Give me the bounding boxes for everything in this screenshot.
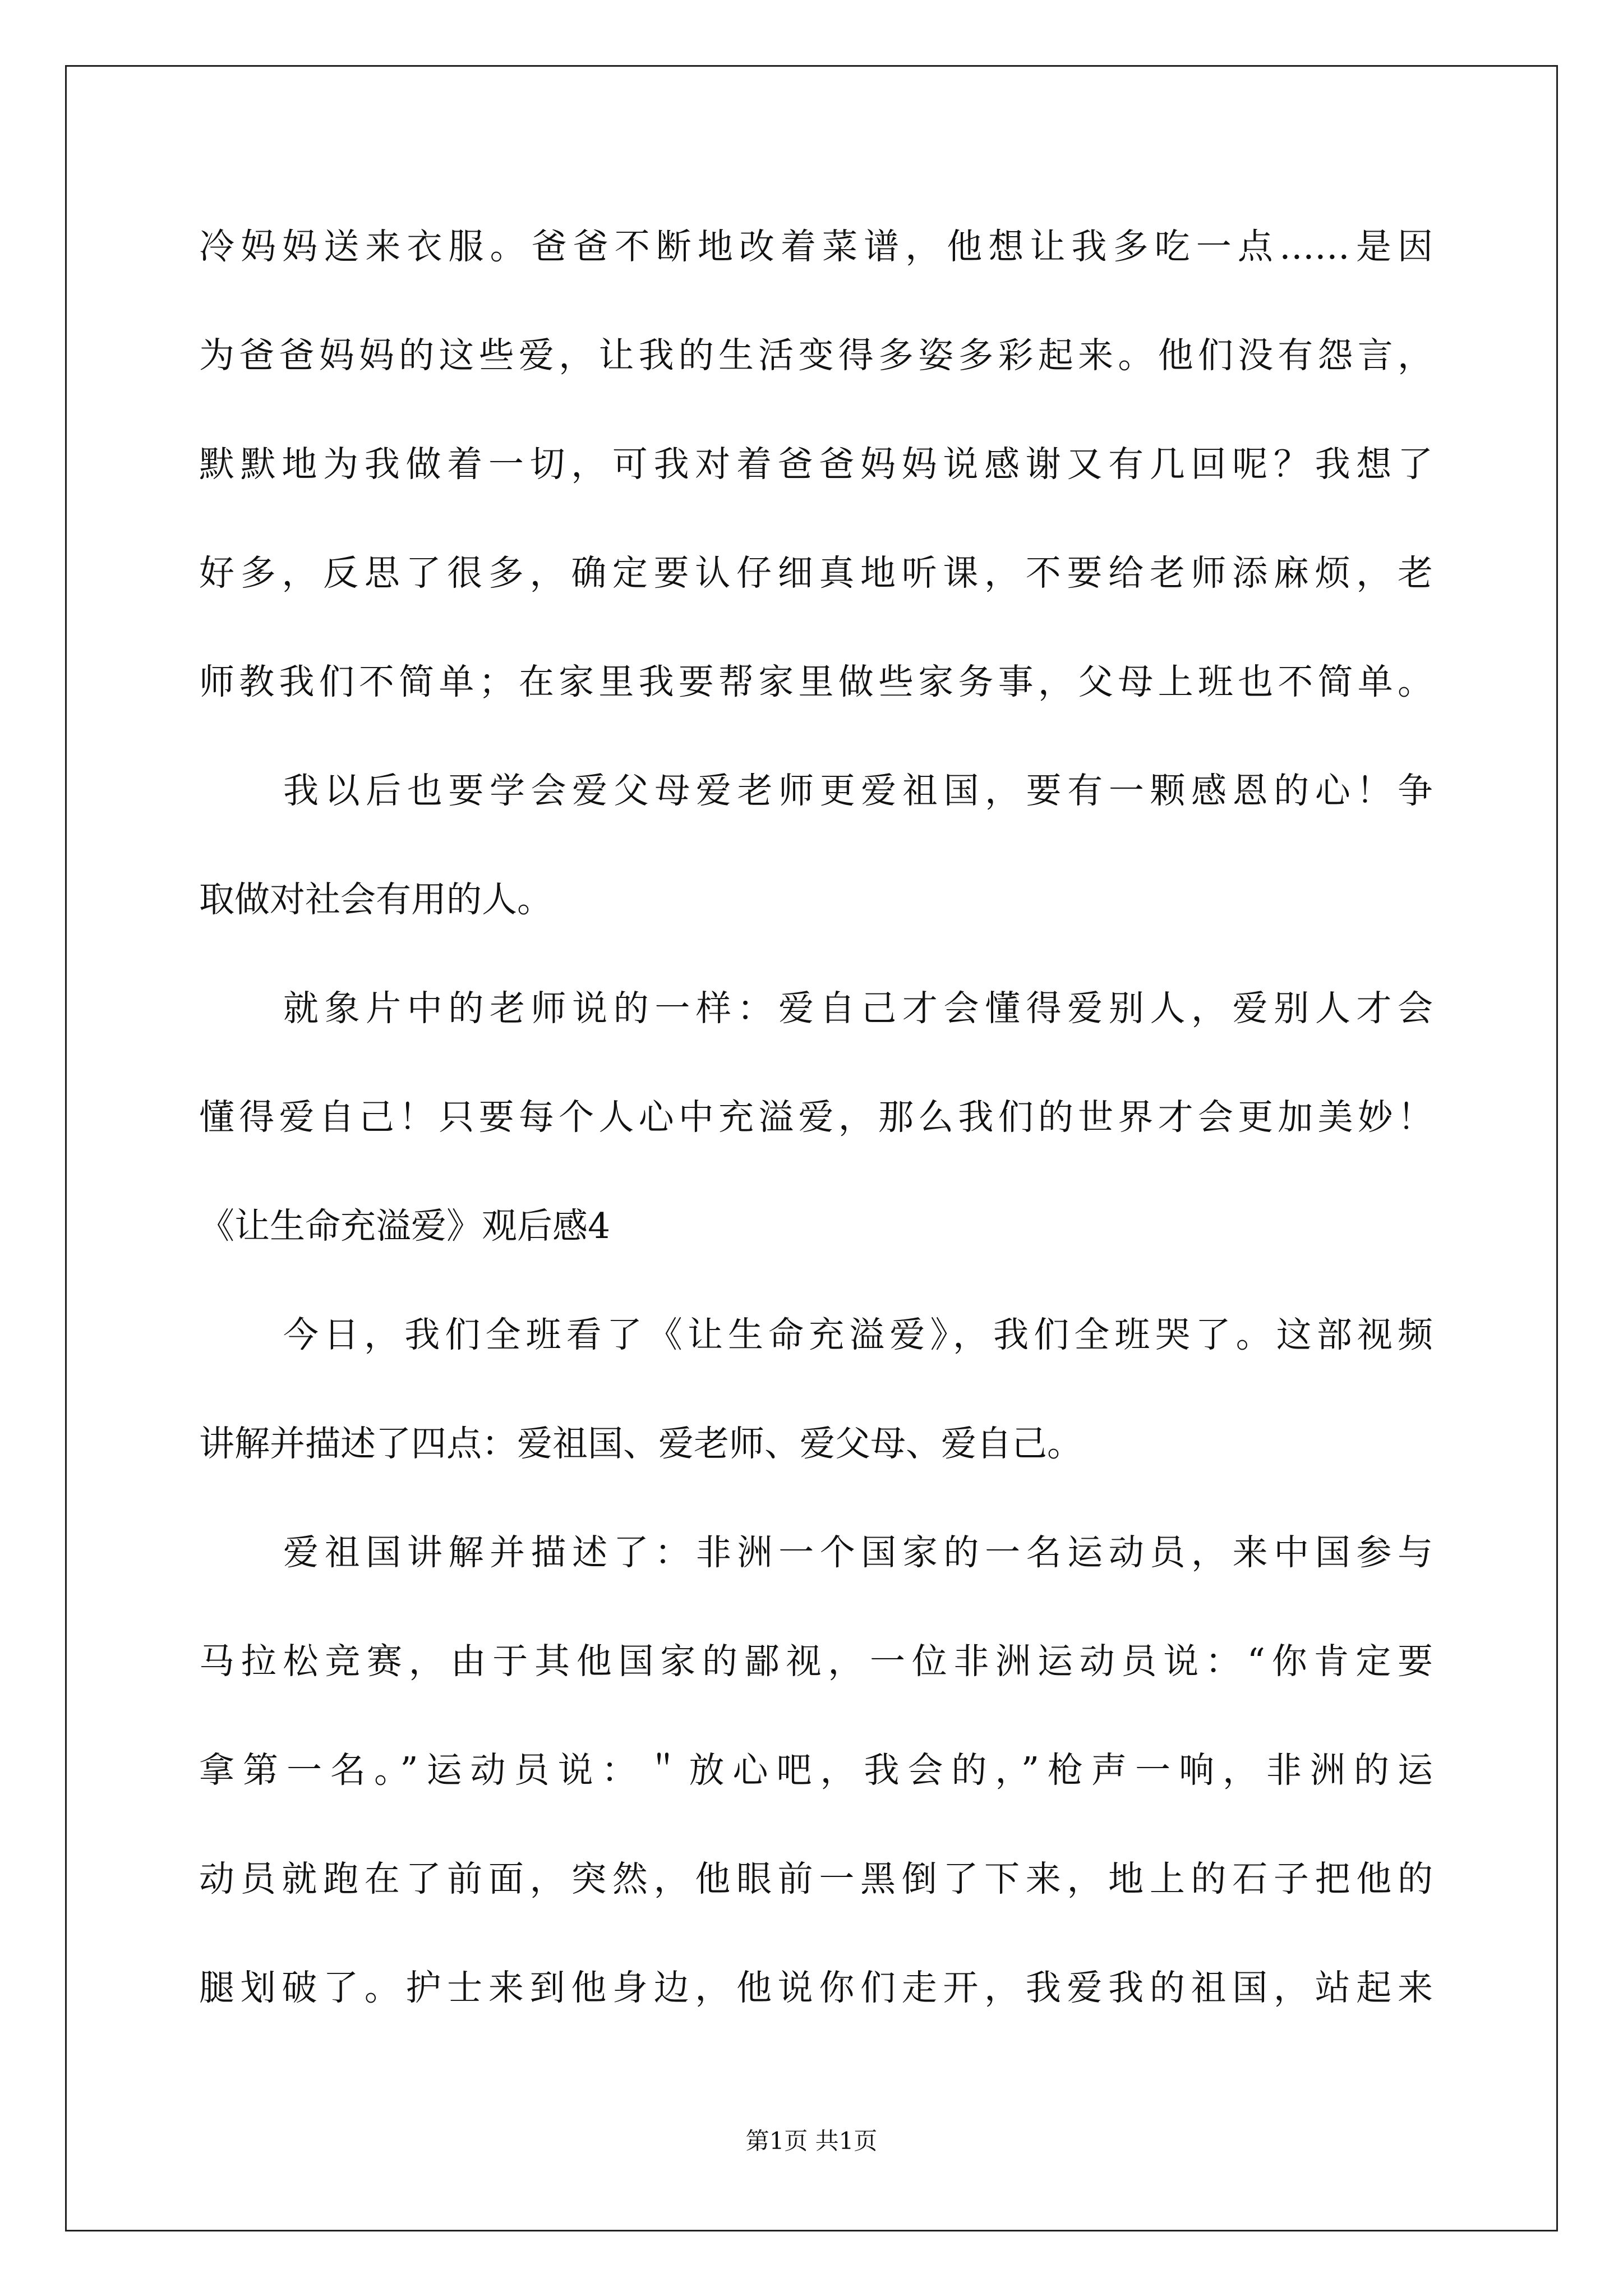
paragraph-first-line: 今日，我们全班看了《让生命充溢爱》，我们全班哭了。这部视频 (283, 1314, 1433, 1355)
text-line: 默默地为我做着一切，可我对着爸爸妈妈说感谢又有几回呢？我想了 (199, 444, 1433, 485)
paragraph-first-line: 就象片中的老师说的一样：爱自己才会懂得爱别人，爱别人才会 (283, 988, 1433, 1029)
text-line: 拿第一名。”运动员说：＂放心吧，我会的，”枪声一响，非洲的运 (199, 1750, 1433, 1791)
paragraph-first-line: 我以后也要学会爱父母爱老师更爱祖国，要有一颗感恩的心！争 (283, 770, 1433, 811)
text-line: 冷妈妈送来衣服。爸爸不断地改着菜谱，他想让我多吃一点……是因 (199, 226, 1433, 267)
paragraph-first-line: 爱祖国讲解并描述了：非洲一个国家的一名运动员，来中国参与 (283, 1532, 1433, 1573)
text-line: 好多，反思了很多，确定要认仔细真地听课，不要给老师添麻烦，老 (199, 553, 1433, 593)
text-line: 为爸爸妈妈的这些爱，让我的生活变得多姿多彩起来。他们没有怨言， (199, 335, 1433, 376)
text-line: 师教我们不简单；在家里我要帮家里做些家务事，父母上班也不简单。 (199, 661, 1433, 702)
text-line: 马拉松竞赛，由于其他国家的鄙视，一位非洲运动员说：“你肯定要 (199, 1641, 1433, 1682)
page-border (65, 65, 1558, 2231)
text-line: 取做对社会有用的人。 (199, 879, 552, 920)
section-heading: 《让生命充溢爱》观后感4 (199, 1205, 611, 1246)
text-line: 动员就跑在了前面，突然，他眼前一黑倒了下来，地上的石子把他的 (199, 1858, 1433, 1899)
text-line: 懂得爱自己！只要每个人心中充溢爱，那么我们的世界才会更加美妙！ (199, 1097, 1433, 1138)
text-line: 腿划破了。护士来到他身边，他说你们走开，我爱我的祖国，站起来 (199, 1967, 1433, 2008)
page-footer: 第1页 共1页 (745, 2127, 878, 2155)
text-line: 讲解并描述了四点：爱祖国、爱老师、爱父母、爱自己。 (199, 1423, 1082, 1464)
